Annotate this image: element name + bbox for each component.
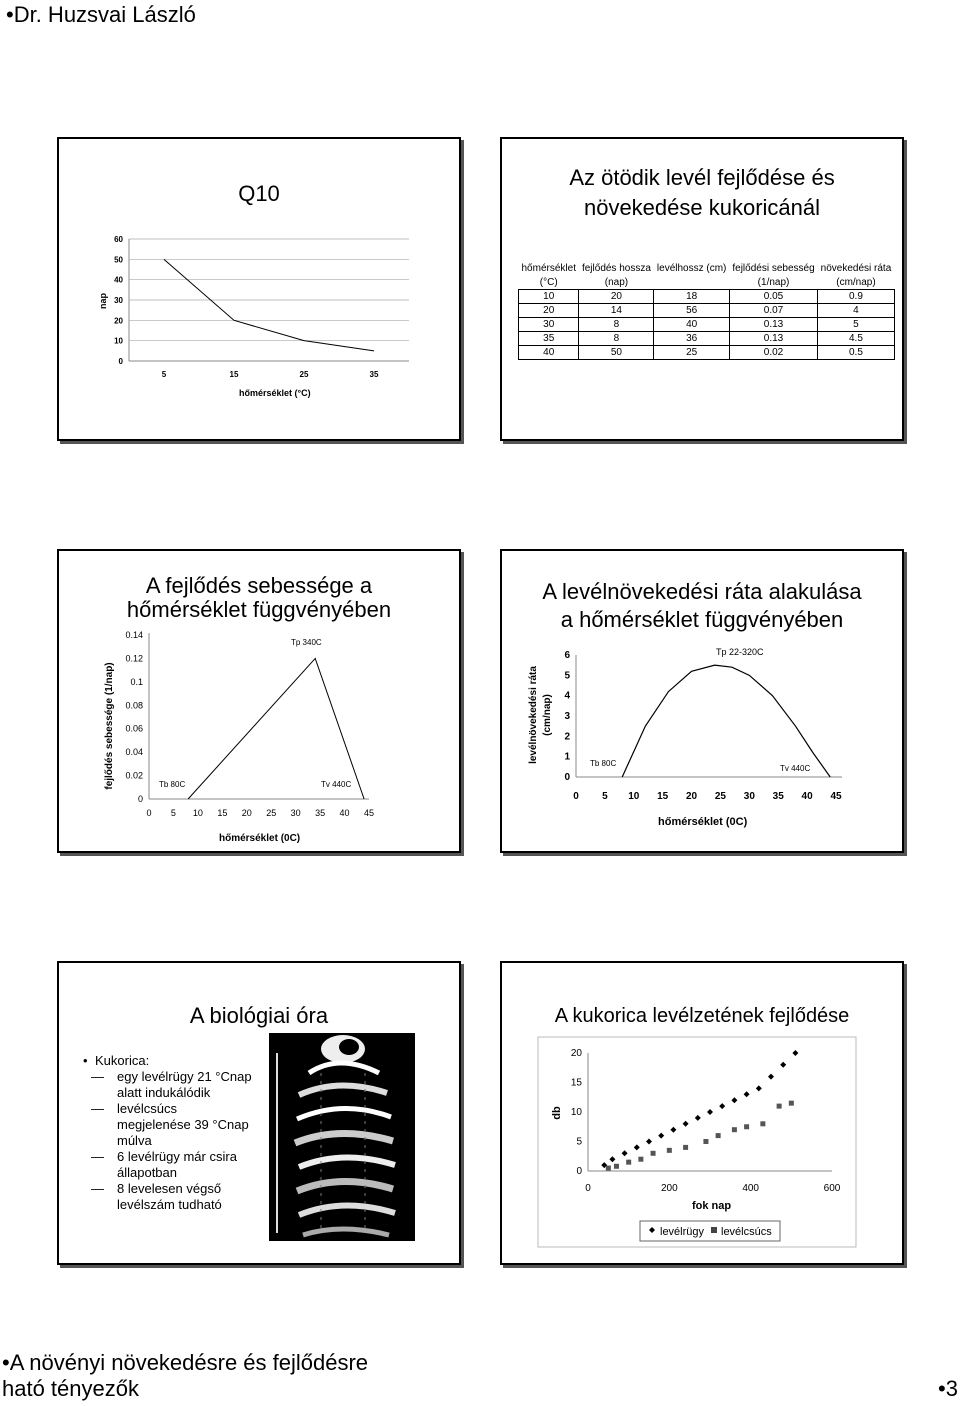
series-line xyxy=(164,259,374,350)
table-cell: 0.05 xyxy=(729,290,817,304)
x-tick-label: 35 xyxy=(315,808,326,818)
table-header-row xyxy=(519,275,895,290)
table-cell: 35 xyxy=(519,332,579,346)
y-axis-label-line1: levélnövekedési ráta xyxy=(528,666,539,764)
point-levelcsucs xyxy=(651,1151,656,1156)
shoot-apex-micrograph xyxy=(269,1033,415,1241)
table-row xyxy=(519,346,895,360)
series-line xyxy=(622,665,830,777)
table-cell: 0.5 xyxy=(818,346,895,360)
y-tick-label: 0.14 xyxy=(125,630,143,640)
annotation-tp: Tp 22-320C xyxy=(716,647,764,657)
table-cell: 5 xyxy=(818,318,895,332)
x-tick-label: 20 xyxy=(241,808,252,818)
y-tick-label: 15 xyxy=(570,1077,582,1089)
x-tick-label: 30 xyxy=(290,808,301,818)
slide-q10 xyxy=(57,137,461,441)
x-tick-label: 0 xyxy=(585,1183,591,1194)
table-cell: 56 xyxy=(654,304,729,318)
point-levelrugy xyxy=(609,1156,615,1162)
annotation-tb: Tb 80C xyxy=(159,780,186,789)
point-levelcsucs xyxy=(716,1133,721,1138)
author-header xyxy=(6,2,196,28)
bullet-line: állapotban xyxy=(117,1165,177,1180)
x-tick-label: 35 xyxy=(369,370,379,379)
slide-title-line1: Az ötödik levél fejlődése és xyxy=(569,165,835,190)
bullet-item xyxy=(83,1069,252,1101)
point-levelcsucs xyxy=(638,1157,643,1162)
bullet-line: múlva xyxy=(117,1133,152,1148)
x-axis-label: hőmérséklet (°C) xyxy=(239,388,311,398)
table-header-row xyxy=(519,261,895,275)
table-header-cell xyxy=(654,275,729,290)
page-number xyxy=(938,1376,958,1402)
slide-leaf-growth xyxy=(500,549,904,853)
bullet-item xyxy=(83,1149,252,1181)
annotation-tv: Tv 440C xyxy=(780,764,811,773)
y-axis-label: fejlődés sebessége (1/nap) xyxy=(104,662,115,790)
point-levelcsucs xyxy=(760,1121,765,1126)
table-header-cell: (°C) xyxy=(539,276,558,288)
leaf-growth-chart xyxy=(502,551,902,851)
annotation-tb: Tb 80C xyxy=(590,759,617,768)
q10-chart xyxy=(59,139,459,439)
table-cell: 30 xyxy=(519,318,579,332)
x-tick-label: 200 xyxy=(660,1183,678,1194)
table-cell: 8 xyxy=(579,318,654,332)
point-levelrugy xyxy=(768,1074,774,1080)
point-levelrugy xyxy=(622,1150,628,1156)
annotation-tv: Tv 440C xyxy=(321,780,352,789)
bullet-list xyxy=(83,1053,252,1213)
table-cell: 14 xyxy=(579,304,654,318)
point-levelrugy xyxy=(792,1050,798,1056)
x-tick-label: 20 xyxy=(685,791,698,802)
table-row xyxy=(519,290,895,304)
bullet-main: • Kukorica: xyxy=(83,1053,252,1069)
table-row xyxy=(519,332,895,346)
slide-fifth-leaf xyxy=(500,137,904,441)
y-tick-label: 60 xyxy=(114,235,123,244)
x-tick-label: 0 xyxy=(146,808,152,818)
x-tick-label: 600 xyxy=(823,1183,841,1194)
slide-title-line1: A levélnövekedési ráta alakulása xyxy=(542,579,862,604)
y-tick-label: 0.04 xyxy=(125,747,143,758)
x-tick-label: 10 xyxy=(192,808,203,818)
slide-title-line2: a hőmérséklet függvényében xyxy=(560,607,844,632)
x-axis-label: fok nap xyxy=(692,1200,732,1212)
slide-title: A kukorica levélzetének fejlődése xyxy=(554,1005,850,1027)
point-levelcsucs xyxy=(703,1139,708,1144)
y-tick-label: 10 xyxy=(114,336,123,346)
x-tick-label: 45 xyxy=(363,808,375,818)
table-cell: 40 xyxy=(519,346,579,360)
point-levelrugy xyxy=(756,1085,762,1091)
footer-line2: ható tényezők xyxy=(2,1376,139,1401)
y-tick-label: 0.12 xyxy=(125,653,143,664)
point-levelrugy xyxy=(634,1144,640,1150)
legend-label: levélcsúcs xyxy=(721,1226,772,1238)
x-tick-label: 5 xyxy=(602,791,608,802)
slide-dev-rate xyxy=(57,549,461,853)
point-levelrugy xyxy=(646,1139,652,1145)
x-tick-label: 10 xyxy=(628,791,640,802)
slide-title-line1: A fejlődés sebessége a xyxy=(145,573,373,598)
y-tick-label: 0.02 xyxy=(125,770,143,781)
bullet-line: — egy levélrügy 21 °Cnap xyxy=(117,1069,252,1084)
y-axis-label: nap xyxy=(98,292,108,310)
point-levelrugy xyxy=(707,1109,713,1115)
table-cell: 0.9 xyxy=(818,290,895,304)
x-axis-label: hőmérséklet (0C) xyxy=(658,816,748,828)
footer-line1-text: A növényi növekedésre és fejlődésre xyxy=(9,1350,369,1375)
legend-label: levélrügy xyxy=(660,1226,705,1238)
point-levelcsucs xyxy=(626,1160,631,1165)
slide-foliage xyxy=(500,961,904,1265)
point-levelcsucs xyxy=(789,1101,794,1106)
point-levelrugy xyxy=(670,1127,676,1133)
x-tick-label: 25 xyxy=(266,808,277,818)
table-cell: 25 xyxy=(654,346,729,360)
table-header-cell: (nap) xyxy=(604,276,629,288)
y-tick-label: 0.08 xyxy=(125,700,143,711)
annotation-tp: Tp 340C xyxy=(291,638,322,647)
y-tick-label: 4 xyxy=(564,690,570,702)
point-levelcsucs xyxy=(744,1124,749,1129)
series-line xyxy=(188,658,364,799)
point-levelrugy xyxy=(695,1115,701,1121)
y-tick-label: 0.06 xyxy=(125,723,143,734)
bullet-item xyxy=(83,1181,252,1213)
header-bullet: • xyxy=(6,2,14,27)
table-header-cell: (cm/nap) xyxy=(836,276,876,288)
y-tick-label: 10 xyxy=(570,1107,582,1118)
y-tick-label: 1 xyxy=(564,751,570,763)
table-row xyxy=(519,304,895,318)
bullet-line: alatt indukálódik xyxy=(117,1085,211,1100)
x-tick-label: 25 xyxy=(299,370,309,379)
slide-bio-clock xyxy=(57,961,461,1265)
y-axis-label-line2: (cm/nap) xyxy=(542,694,553,736)
table-cell: 20 xyxy=(579,290,654,304)
point-levelrugy xyxy=(780,1062,786,1068)
x-tick-label: 15 xyxy=(657,791,669,802)
point-levelcsucs xyxy=(683,1145,688,1150)
point-levelcsucs xyxy=(732,1127,737,1132)
x-tick-label: 5 xyxy=(170,808,176,818)
bullet-line: — 8 levelesen végső xyxy=(117,1181,222,1196)
y-tick-label: 0 xyxy=(576,1166,582,1177)
y-tick-label: 0.1 xyxy=(130,676,143,687)
slide-title: Q10 xyxy=(238,181,280,206)
table-cell: 8 xyxy=(579,332,654,346)
footer-bullet: • xyxy=(2,1350,10,1375)
chart-frame xyxy=(538,1037,856,1247)
footer-line1 xyxy=(2,1350,368,1376)
y-tick-label: 20 xyxy=(114,316,123,326)
page-bullet: • xyxy=(938,1376,946,1401)
footer-title xyxy=(2,1350,368,1402)
table-cell: 20 xyxy=(519,304,579,318)
foliage-chart xyxy=(502,963,902,1263)
x-tick-label: 5 xyxy=(161,370,167,379)
y-tick-label: 0 xyxy=(564,772,570,783)
table-header-cell: fejlődési sebesség xyxy=(732,262,815,274)
bullet-line: levélszám tudható xyxy=(117,1197,222,1212)
y-tick-label: 5 xyxy=(576,1136,582,1148)
x-tick-label: 0 xyxy=(573,791,579,802)
y-tick-label: 0 xyxy=(137,794,143,804)
x-tick-label: 40 xyxy=(339,808,350,818)
table-cell: 4.5 xyxy=(818,332,895,346)
y-axis-label: db xyxy=(551,1106,563,1120)
page-number-text: 3 xyxy=(945,1376,958,1401)
legend-marker-square xyxy=(711,1227,717,1233)
table-cell: 0.13 xyxy=(729,318,817,332)
table-cell: 10 xyxy=(519,290,579,304)
slide-title: A biológiai óra xyxy=(189,1003,329,1028)
y-tick-label: 40 xyxy=(114,275,123,285)
table-cell: 50 xyxy=(579,346,654,360)
table-header-cell: (1/nap) xyxy=(757,276,790,288)
table-cell: 40 xyxy=(654,318,729,332)
data-table xyxy=(518,261,895,360)
slide-title-line2: hőmérséklet függvényében xyxy=(126,597,392,622)
bullet-line: — levélcsúcs xyxy=(117,1101,177,1116)
x-tick-label: 15 xyxy=(217,808,228,818)
x-tick-label: 35 xyxy=(772,791,784,802)
table-header-cell: hőmérséklet xyxy=(521,262,576,274)
table-header-cell: levélhossz (cm) xyxy=(656,262,727,274)
y-tick-label: 20 xyxy=(570,1048,582,1059)
table-cell: 0.13 xyxy=(729,332,817,346)
y-tick-label: 5 xyxy=(564,670,570,682)
author-name: Dr. Huzsvai László xyxy=(13,2,196,27)
point-levelrugy xyxy=(731,1097,737,1103)
slide-title-line2: növekedése kukoricánál xyxy=(583,195,821,220)
y-tick-label: 6 xyxy=(564,650,570,661)
x-tick-label: 400 xyxy=(742,1183,760,1194)
x-axis-label: hőmérséklet (0C) xyxy=(219,833,301,844)
table-cell: 4 xyxy=(818,304,895,318)
x-tick-label: 40 xyxy=(801,791,813,802)
x-tick-label: 30 xyxy=(743,791,755,802)
micrograph-drawing xyxy=(269,1033,415,1241)
bullet-item xyxy=(83,1101,252,1149)
table-cell: 36 xyxy=(654,332,729,346)
x-tick-label: 45 xyxy=(830,791,842,802)
y-tick-label: 3 xyxy=(564,711,570,722)
y-tick-label: 30 xyxy=(114,296,123,305)
table-cell: 0.02 xyxy=(729,346,817,360)
point-levelrugy xyxy=(719,1103,725,1109)
point-levelcsucs xyxy=(606,1166,611,1171)
point-levelcsucs xyxy=(614,1164,619,1169)
y-tick-label: 50 xyxy=(114,255,123,265)
dev-rate-chart xyxy=(59,551,459,851)
y-tick-label: 0 xyxy=(118,357,123,366)
point-levelrugy xyxy=(658,1133,664,1139)
point-levelcsucs xyxy=(667,1148,672,1153)
table-row xyxy=(519,318,895,332)
x-tick-label: 15 xyxy=(229,370,239,379)
point-levelrugy xyxy=(683,1121,689,1127)
table-header-cell: fejlődés hossza xyxy=(581,262,651,274)
point-levelrugy xyxy=(744,1091,750,1097)
point-levelcsucs xyxy=(777,1104,782,1109)
table-cell: 0.07 xyxy=(729,304,817,318)
table-cell: 18 xyxy=(654,290,729,304)
y-tick-label: 2 xyxy=(564,731,570,743)
bullet-line: — 6 levélrügy már csira xyxy=(117,1149,237,1164)
bullet-line: megjelenése 39 °Cnap xyxy=(117,1117,249,1132)
table-header-cell: növekedési ráta xyxy=(820,262,892,274)
x-tick-label: 25 xyxy=(714,791,727,802)
